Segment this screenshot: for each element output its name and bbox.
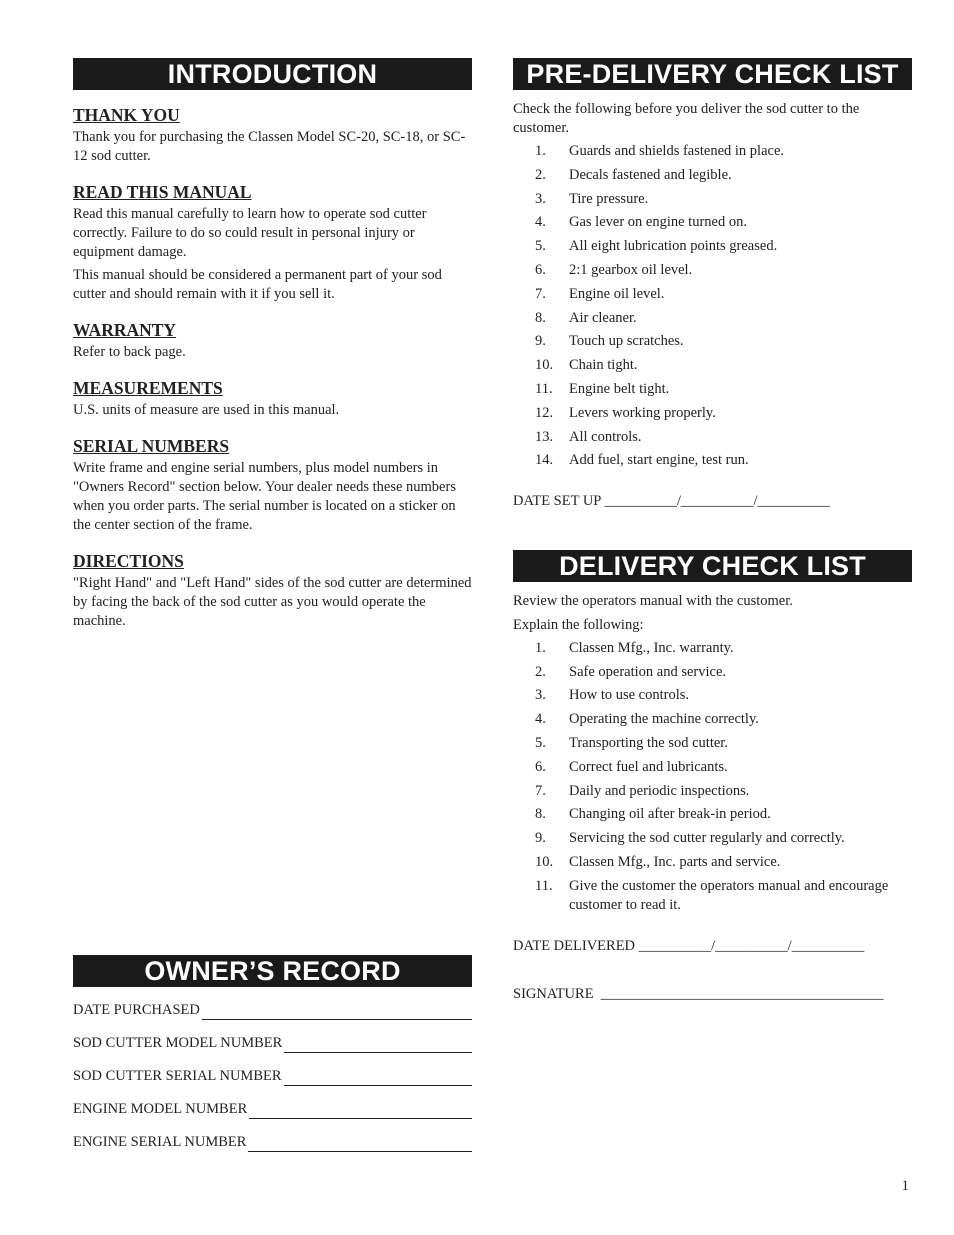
item-number: 1. bbox=[535, 143, 546, 159]
checklist-item bbox=[513, 829, 912, 848]
item-text: Engine oil level. bbox=[569, 285, 665, 302]
field-label: ENGINE MODEL NUMBER bbox=[73, 1101, 248, 1117]
checklist-item bbox=[513, 451, 912, 470]
field-blank-line[interactable] bbox=[202, 1005, 472, 1020]
pre-delivery-intro: Check the following before you deliver the sod cutter to the customer. bbox=[513, 101, 860, 136]
item-text: Servicing the sod cutter regularly and correctly. bbox=[569, 830, 845, 847]
delivery-checklist bbox=[513, 639, 912, 915]
date-delivered-line[interactable]: DATE DELIVERED __________/__________/__________ bbox=[513, 937, 865, 954]
checklist-item bbox=[513, 404, 912, 423]
item-text: Daily and periodic inspections. bbox=[569, 782, 750, 799]
introduction-banner: INTRODUCTION bbox=[73, 58, 472, 90]
owners-record-field[interactable] bbox=[73, 1034, 472, 1053]
checklist-item bbox=[513, 805, 912, 824]
item-number: 10. bbox=[535, 357, 554, 374]
field-blank-line[interactable] bbox=[284, 1071, 472, 1086]
item-text: Give the customer the operators manual and encourage customer to read it. bbox=[569, 877, 889, 913]
checklist-item bbox=[513, 332, 912, 351]
field-label: SOD CUTTER MODEL NUMBER bbox=[73, 1035, 283, 1051]
field-blank-line[interactable] bbox=[248, 1137, 472, 1152]
item-text: Engine belt tight. bbox=[569, 380, 670, 397]
item-number: 5. bbox=[535, 735, 546, 752]
checklist-item bbox=[513, 758, 912, 777]
checklist-item bbox=[513, 734, 912, 753]
field-label: SOD CUTTER SERIAL NUMBER bbox=[73, 1068, 282, 1084]
checklist-item bbox=[513, 663, 912, 682]
item-text: Air cleaner. bbox=[569, 309, 637, 326]
section-title: WARRANTY bbox=[73, 320, 177, 340]
date-set-up-line[interactable]: DATE SET UP __________/__________/__________ bbox=[513, 493, 830, 510]
field-blank-line[interactable] bbox=[284, 1038, 472, 1053]
item-number: 12. bbox=[535, 404, 554, 421]
field-label: DATE PURCHASED bbox=[73, 1002, 200, 1018]
section-title: DIRECTIONS bbox=[73, 551, 184, 571]
checklist-item bbox=[513, 782, 912, 801]
item-number: 7. bbox=[535, 782, 546, 799]
item-number: 11. bbox=[535, 877, 553, 894]
section-paragraph: Write frame and engine serial numbers, plus model numbers in "Owners Record" section below. Your dealer needs these numbers when you order parts. The serial number is located on a sticker on the center section of the frame. bbox=[73, 460, 456, 533]
owners-record-field[interactable] bbox=[73, 1100, 472, 1119]
item-text: Correct fuel and lubricants. bbox=[569, 758, 728, 775]
checklist-item bbox=[513, 237, 912, 256]
item-text: Touch up scratches. bbox=[569, 333, 684, 350]
page-number: 1 bbox=[901, 1178, 909, 1194]
section-paragraph: Refer to back page. bbox=[73, 344, 186, 360]
item-text: Safe operation and service. bbox=[569, 663, 727, 680]
checklist-item bbox=[513, 142, 912, 161]
pre-delivery-banner: PRE-DELIVERY CHECK LIST bbox=[513, 58, 912, 90]
item-number: 2. bbox=[535, 166, 546, 183]
delivery-intro-review: Review the operators manual with the customer. bbox=[513, 593, 793, 610]
section-paragraph: This manual should be considered a permanent part of your sod cutter and should remain with it if you sell it. bbox=[73, 267, 442, 302]
owners-record-field[interactable] bbox=[73, 1133, 472, 1152]
section-title: MEASUREMENTS bbox=[73, 378, 223, 398]
checklist-item bbox=[513, 686, 912, 705]
item-text: Tire pressure. bbox=[569, 190, 649, 207]
item-text: Decals fastened and legible. bbox=[569, 166, 732, 183]
checklist-item bbox=[513, 853, 912, 872]
item-number: 2. bbox=[535, 663, 546, 680]
item-number: 6. bbox=[535, 261, 546, 278]
checklist-item bbox=[513, 213, 912, 232]
introduction-sections bbox=[73, 105, 472, 631]
item-text: Classen Mfg., Inc. parts and service. bbox=[569, 854, 781, 871]
item-text: Levers working properly. bbox=[569, 404, 716, 421]
item-number: 3. bbox=[535, 687, 546, 704]
checklist-item bbox=[513, 261, 912, 280]
item-number: 7. bbox=[535, 285, 546, 302]
owners-record-field[interactable] bbox=[73, 1001, 472, 1020]
checklist-item bbox=[513, 428, 912, 447]
item-text: 2:1 gearbox oil level. bbox=[569, 261, 693, 278]
item-text: Changing oil after break-in period. bbox=[569, 806, 771, 823]
item-text: Classen Mfg., Inc. warranty. bbox=[569, 639, 734, 656]
owners-record-fields bbox=[73, 1001, 472, 1152]
checklist-item bbox=[513, 309, 912, 328]
section-title: THANK YOU bbox=[73, 105, 180, 125]
field-blank-line[interactable] bbox=[249, 1104, 472, 1119]
checklist-item bbox=[513, 166, 912, 185]
item-text: Chain tight. bbox=[569, 357, 638, 374]
item-text: Operating the machine correctly. bbox=[569, 711, 759, 728]
right-column bbox=[513, 58, 912, 1004]
item-number: 5. bbox=[535, 238, 546, 255]
checklist-item bbox=[513, 380, 912, 399]
delivery-intro-explain: Explain the following: bbox=[513, 616, 644, 633]
item-number: 1. bbox=[535, 639, 546, 656]
section-paragraph: Read this manual carefully to learn how to operate sod cutter correctly. Failure to do so could result in personal injury or equipment damage. bbox=[73, 206, 427, 260]
owners-record-banner: OWNER’S RECORD bbox=[73, 955, 472, 987]
checklist-item bbox=[513, 639, 912, 658]
section-paragraph: U.S. units of measure are used in this manual. bbox=[73, 402, 340, 418]
item-number: 4. bbox=[535, 711, 546, 728]
item-number: 3. bbox=[535, 190, 546, 207]
item-number: 9. bbox=[535, 333, 546, 350]
item-number: 6. bbox=[535, 758, 546, 775]
checklist-item bbox=[513, 190, 912, 209]
section-title: READ THIS MANUAL bbox=[73, 182, 252, 202]
item-number: 13. bbox=[535, 428, 554, 445]
item-number: 8. bbox=[535, 806, 546, 823]
signature-line[interactable]: SIGNATURE _______________________________________ bbox=[513, 985, 884, 1002]
checklist-item bbox=[513, 285, 912, 304]
item-text: Add fuel, start engine, test run. bbox=[569, 452, 749, 469]
item-number: 14. bbox=[535, 452, 554, 469]
field-label: ENGINE SERIAL NUMBER bbox=[73, 1134, 247, 1150]
section-paragraph: Thank you for purchasing the Classen Model SC-20, SC-18, or SC-12 sod cutter. bbox=[73, 129, 466, 164]
checklist-item bbox=[513, 710, 912, 729]
item-text: Guards and shields fastened in place. bbox=[569, 143, 785, 159]
item-text: All controls. bbox=[569, 428, 642, 445]
item-text: All eight lubrication points greased. bbox=[569, 238, 778, 255]
checklist-item bbox=[513, 877, 912, 915]
delivery-banner: DELIVERY CHECK LIST bbox=[513, 550, 912, 582]
item-text: How to use controls. bbox=[569, 687, 690, 704]
item-number: 10. bbox=[535, 854, 554, 871]
item-number: 11. bbox=[535, 380, 553, 397]
item-text: Transporting the sod cutter. bbox=[569, 735, 728, 752]
section-paragraph: "Right Hand" and "Left Hand" sides of the sod cutter are determined by facing the back of the sod cutter as you would operate the machine. bbox=[73, 575, 472, 629]
left-column bbox=[73, 58, 472, 635]
owners-record-field[interactable] bbox=[73, 1067, 472, 1086]
item-number: 9. bbox=[535, 830, 546, 847]
item-number: 8. bbox=[535, 309, 546, 326]
pre-delivery-checklist bbox=[513, 142, 912, 470]
item-number: 4. bbox=[535, 214, 546, 231]
owners-record-section bbox=[73, 955, 472, 1166]
checklist-item bbox=[513, 356, 912, 375]
item-text: Gas lever on engine turned on. bbox=[569, 214, 747, 231]
section-title: SERIAL NUMBERS bbox=[73, 436, 230, 456]
